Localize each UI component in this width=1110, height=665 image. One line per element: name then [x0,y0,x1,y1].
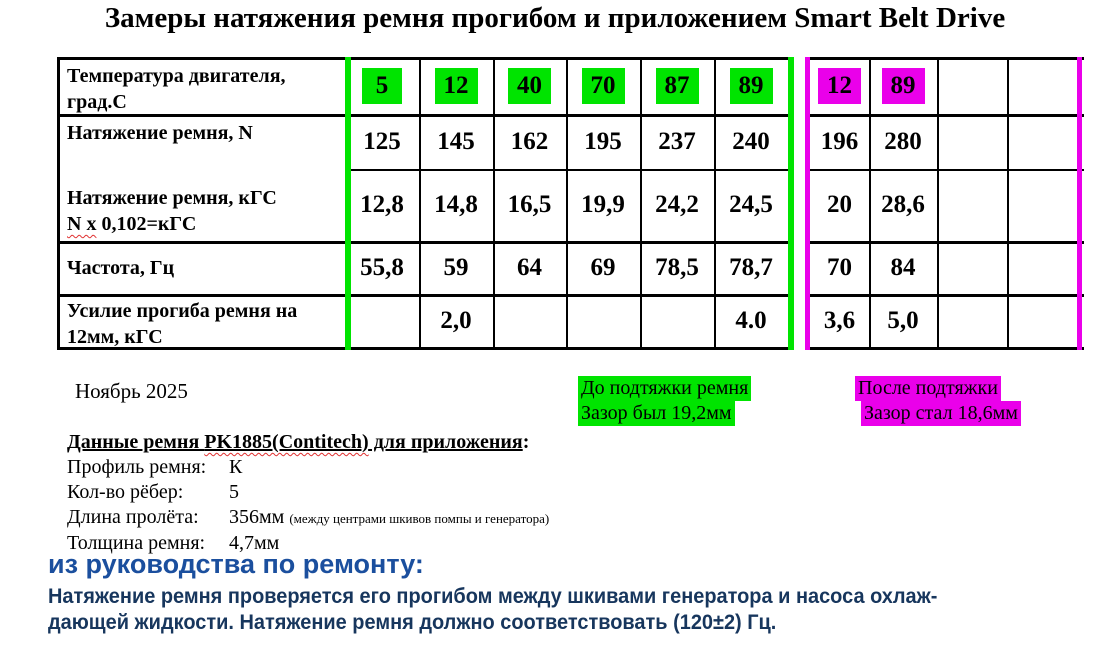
table-cell: 78,5 [655,254,699,281]
highlighted-text: Зазор был 19,2мм [578,401,735,426]
table-border [805,57,1084,60]
table-border [57,57,794,60]
table-cell: 89 [714,68,788,104]
table-row-frequency [345,241,1077,294]
table-cell [937,169,1007,241]
table-cell: 20 [827,191,852,218]
table-cell: 145 [437,128,475,155]
table-cell: 12 [810,68,869,104]
table-cell: 16,5 [507,191,552,218]
table-cell: 12 [419,68,493,104]
row-label-deflection-force: Усилие прогиба ремня на 12мм, кГС [67,300,298,348]
row-label-tension-n: Натяжение ремня, N [67,122,253,144]
belt-info-row: Кол-во рёбер: 5 [67,481,239,503]
table-cell: 2,0 [440,307,472,334]
table-cell: 78,7 [729,254,773,281]
table-border [805,347,1084,350]
row-label-tension-kgs: Натяжение ремня, кГС N x 0,102=кГС [67,187,277,235]
table-cell [1007,241,1077,294]
spacer [788,114,810,169]
manual-heading: из руководства по ремонту: [48,549,424,579]
table-cell: 28,6 [881,191,925,218]
table-cell: 19,9 [581,191,625,218]
belt-info-row: Толщина ремня: 4,7мм [67,532,280,554]
table-cell: 69 [590,254,616,281]
table-cell: 162 [510,128,549,155]
highlighted-text: До подтяжки ремня [578,376,751,401]
highlighted-text: Зазор стал 18,6мм [861,401,1021,426]
table-cell: 70 [566,68,640,104]
table-cell: 280 [884,128,922,155]
row-label-frequency: Частота, Гц [67,257,175,279]
table-cell [1007,169,1077,241]
table-cell [493,294,566,347]
table-cell: 24,5 [729,191,773,218]
highlighted-text: После подтяжки [855,376,1001,401]
table-cell: 5 [345,68,419,104]
belt-info-section [67,430,549,556]
table-cell: 125 [363,128,401,155]
note-before-tightening [578,376,751,426]
table-cell [1007,294,1077,347]
spacer [788,294,810,347]
table-cell: 237 [658,128,696,155]
table-cell: 12,8 [360,191,404,218]
table-cell: 89 [869,68,937,104]
table-cell: 64 [517,254,542,281]
spacer [788,241,810,294]
table-cell: 5,0 [887,307,919,334]
table-cell [566,294,640,347]
table-cell: 196 [820,128,859,155]
page-title: Замеры натяжения ремня прогибом и приложением Smart Belt Drive [104,2,1006,34]
table-cell: 24,2 [655,191,699,218]
date-label: Ноябрь 2025 [75,379,188,403]
belt-info-row: Профиль ремня: К [67,456,243,478]
table-cell [937,294,1007,347]
table-row-temperature [345,67,1077,104]
spacer [788,169,810,241]
table-cell [640,294,714,347]
table-cell: 87 [640,68,714,104]
table-row-tension-n [345,114,1077,169]
row-label-temperature: Температура двигателя, град.С [67,65,286,113]
belt-info-row: Длина пролёта: 356мм (между центрами шкивов помпы и генератора) [67,506,550,528]
table-cell [937,114,1007,169]
manual-text: Натяжение ремня проверяется его прогибом между шкивами генератора и насоса охлаж- дающей жидкости. Натяжение ремня должно соответствовать (120±2) Гц. [48,585,938,634]
table-cell: 14,8 [434,191,478,218]
table-cell [1007,114,1077,169]
measurements-table [57,57,1084,350]
table-border [57,57,60,350]
note-after-tightening [855,376,1021,426]
table-cell [937,241,1007,294]
table-row-tension-kgs [345,169,1077,241]
table-cell: 4.0 [735,307,767,334]
magenta-line-right [1077,57,1082,350]
table-cell [345,294,419,347]
table-row-deflection-force [345,294,1077,347]
table-cell: 70 [827,254,852,281]
table-cell: 3,6 [823,307,856,334]
table-cell: 195 [584,128,622,155]
table-cell: 59 [443,254,469,281]
table-cell: 40 [493,68,566,104]
table-cell: 84 [890,254,916,281]
belt-info-heading: Данные ремня PK1885(Contitech) для приложения: [67,431,530,453]
table-cell: 55,8 [360,254,404,281]
table-cell: 240 [732,128,770,155]
